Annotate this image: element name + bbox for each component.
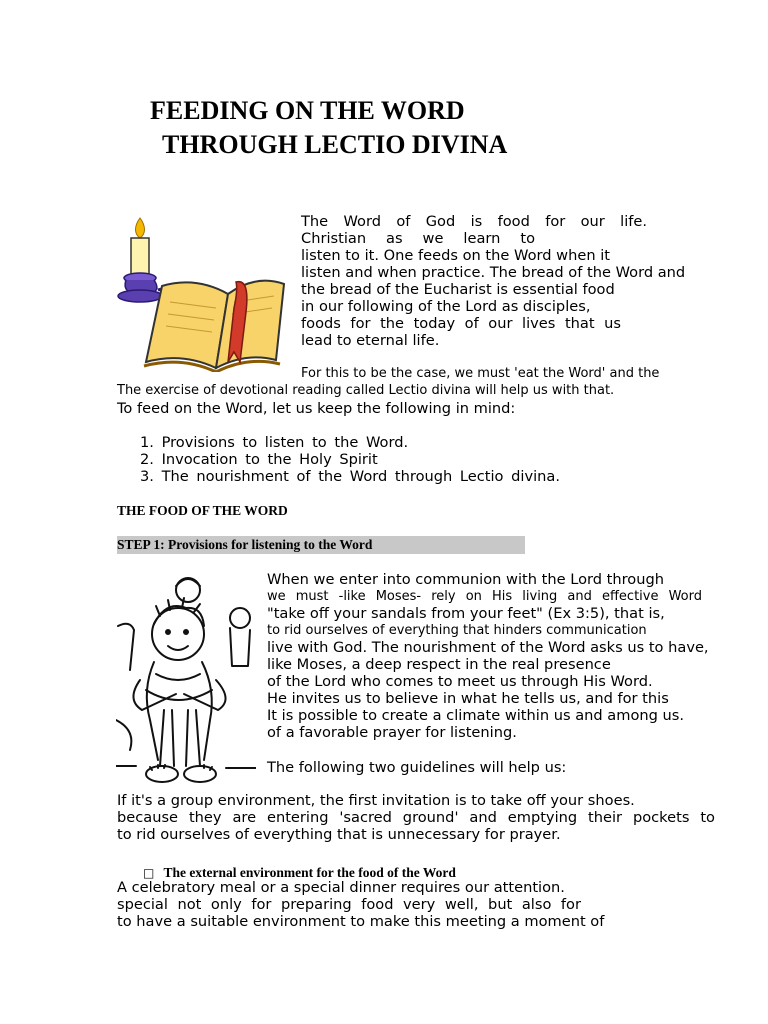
intro-small-line-2: The exercise of devotional reading called Lectio divina will help us with that. — [117, 383, 615, 398]
step1-line: He invites us to believe in what he tells us, and for this — [267, 690, 669, 707]
step1-line: like Moses, a deep respect in the real presence — [267, 656, 611, 673]
list-item: 3. The nourishment of the Word through Lectio divina. — [140, 468, 560, 485]
external-line: special not only for preparing food very well, but also for — [117, 896, 581, 913]
intro-line: Christian as we learn to — [301, 230, 535, 247]
group-line: If it's a group environment, the first invitation is to take off your shoes. — [117, 792, 635, 809]
step1-paragraph — [267, 571, 727, 741]
external-line: A celebratory meal or a special dinner requires our attention. — [117, 879, 565, 896]
external-paragraph — [117, 879, 605, 930]
provisions-list — [140, 434, 560, 485]
step1-line: "take off your sandals from your feet" (Ex 3:5), that is, — [267, 605, 665, 622]
title-line-2: THROUGH LECTIO DIVINA — [162, 130, 508, 159]
title-line-1: FEEDING ON THE WORD — [150, 96, 465, 125]
intro-line: The Word of God is food for our life. — [301, 213, 647, 230]
candle-book-illustration — [116, 212, 292, 372]
checkbox-bullet-icon: □ — [143, 866, 155, 880]
step1-line: When we enter into communion with the Lord through — [267, 571, 664, 588]
intro-small-line-1: For this to be the case, we must 'eat the Word' and the — [301, 366, 660, 381]
step1-line: live with God. The nourishment of the Word asks us to have, — [267, 639, 709, 656]
child-illustration — [116, 570, 256, 792]
keep-in-mind-text: To feed on the Word, let us keep the following in mind: — [117, 400, 516, 417]
intro-paragraph — [301, 213, 686, 349]
step1-line: It is possible to create a climate within us and among us. — [267, 707, 685, 724]
step1-line: to rid ourselves of everything that hinders communication — [267, 623, 647, 638]
external-heading: The external environment for the food of the Word — [163, 865, 456, 880]
intro-line: in our following of the Lord as disciples, — [301, 298, 591, 315]
step1-line: of a favorable prayer for listening. — [267, 724, 517, 741]
list-item: 1. Provisions to listen to the Word. — [140, 434, 409, 451]
list-item: 2. Invocation to the Holy Spirit — [140, 451, 378, 468]
external-line: to have a suitable environment to make this meeting a moment of — [117, 913, 605, 930]
step1-heading: STEP 1: Provisions for listening to the Word — [117, 537, 373, 552]
group-paragraph — [117, 792, 715, 843]
group-line: because they are entering 'sacred ground' and emptying their pockets to — [117, 809, 715, 826]
intro-line: foods for the today of our lives that us — [301, 315, 621, 332]
intro-line: the bread of the Eucharist is essential food — [301, 281, 615, 298]
step1-line: of the Lord who comes to meet us through His Word. — [267, 673, 653, 690]
group-line: to rid ourselves of everything that is unnecessary for prayer. — [117, 826, 561, 843]
step1-line: we must -like Moses- rely on His living and effective Word — [267, 589, 702, 604]
intro-line: listen and when practice. The bread of the Word and — [301, 264, 686, 281]
guidelines-text: The following two guidelines will help us: — [267, 759, 567, 776]
section-heading: THE FOOD OF THE WORD — [117, 503, 288, 518]
intro-line: lead to eternal life. — [301, 332, 440, 349]
intro-line: listen to it. One feeds on the Word when it — [301, 247, 610, 264]
